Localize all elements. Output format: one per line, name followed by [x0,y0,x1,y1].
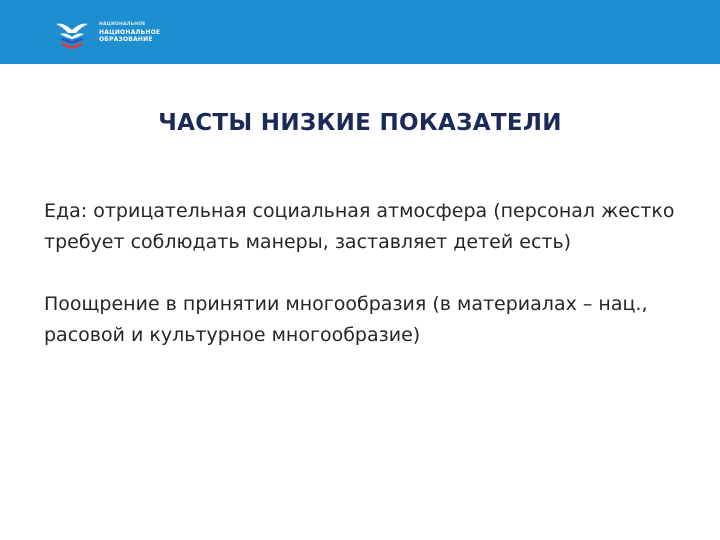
paragraph-diversity: Поощрение в принятии многообразия (в материалах – нац., расовой и культурное многообразие) [44,293,648,346]
logo-line-1: НАЦИОНАЛЬНОЕ [99,22,146,27]
slide-body [44,196,684,382]
logo-line-3: ОБРАЗОВАНИЕ [99,36,153,43]
eagle-emblem-icon [55,16,89,50]
slide-title: ЧАСТЫ НИЗКИЕ ПОКАЗАТЕЛИ [158,110,562,136]
logo-line-2: НАЦИОНАЛЬНОЕ [99,28,161,36]
logo-text [99,21,160,44]
logo [55,16,195,50]
header-bar [0,0,720,64]
paragraph-food: Еда: отрицательная социальная атмосфера (персонал жестко требует соблюдать манеры, заставляет детей есть) [44,200,675,253]
